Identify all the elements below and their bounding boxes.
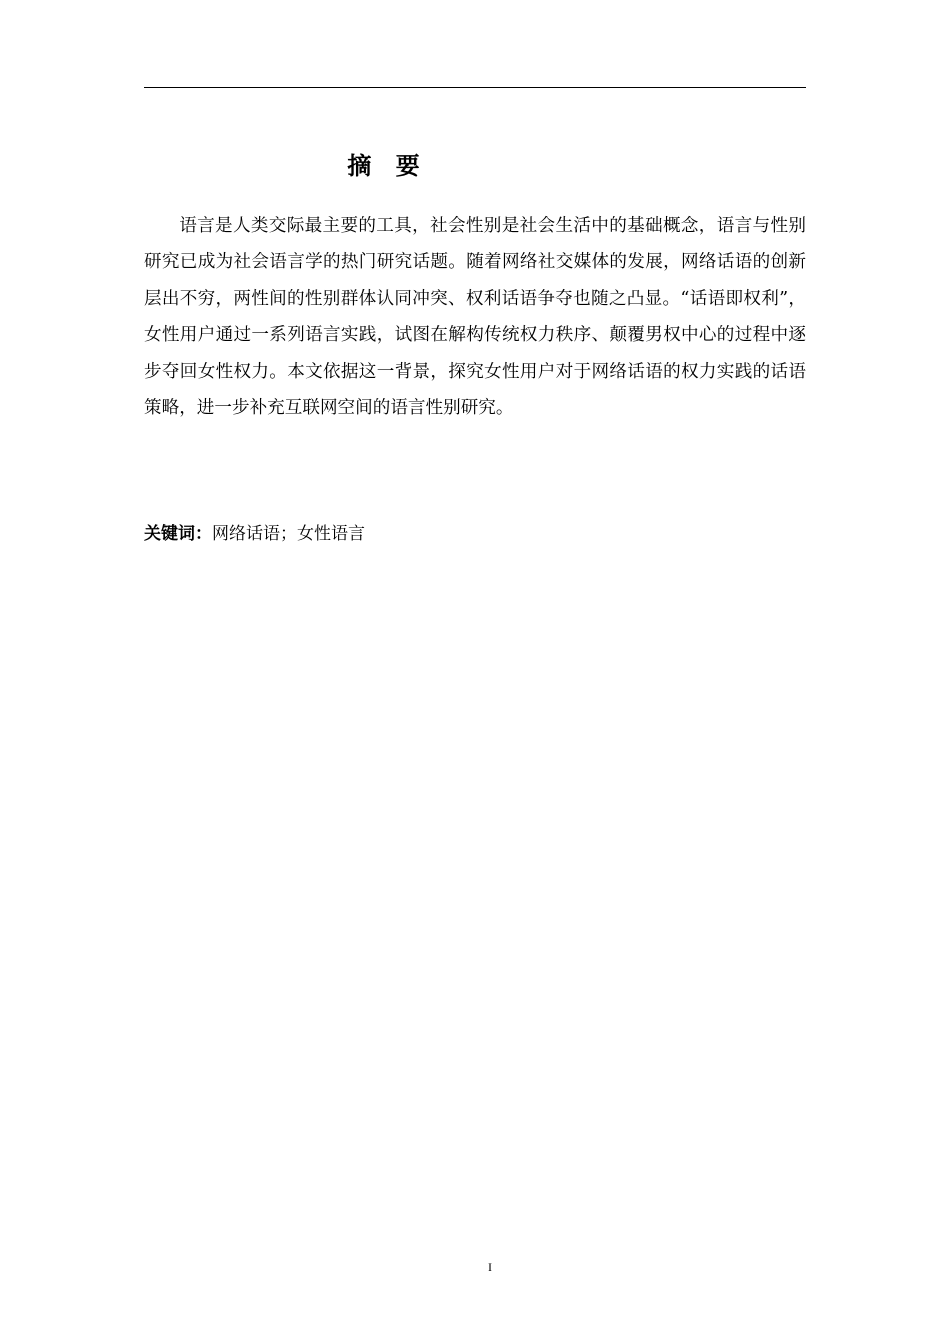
keywords-line [144, 516, 365, 552]
page-number: I [488, 1260, 492, 1274]
keywords-value: 网络话语；女性语言 [212, 524, 365, 544]
abstract-paragraph: 语言是人类交际最主要的工具，社会性别是社会生活中的基础概念，语言与性别研究已成为社会语言学的热门研究话题。随着网络社交媒体的发展，网络话语的创新层出不穷，两性间的性别群体认同冲突、权利话语争夺也随之凸显。“话语即权利”，女性用户通过一系列语言实践，试图在解构传统权力秩序、颠覆男权中心的过程中逐步夺回女性权力。本文依据这一背景，探究女性用户对于网络话语的权力实践的话语策略，进一步补充互联网空间的语言性别研究。 [144, 216, 806, 419]
title-text: 摘 要 [347, 152, 421, 180]
header-rule [144, 87, 806, 88]
keywords-label: 关键词： [144, 524, 212, 544]
page-title [144, 148, 624, 184]
